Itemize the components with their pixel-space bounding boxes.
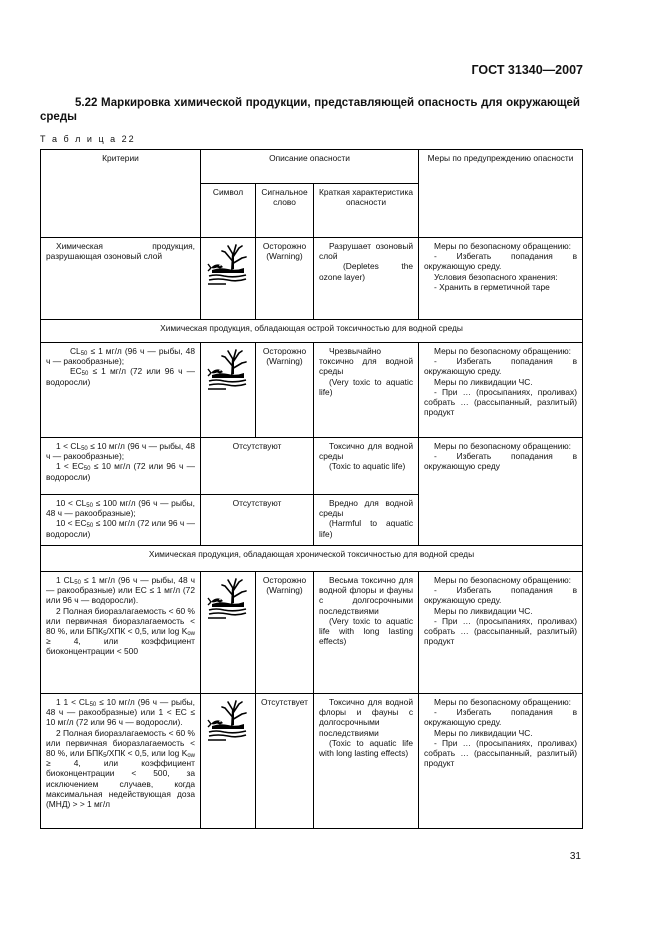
criteria-line: $1 < EC_{50} \le 10$ мг/л (72 или 96 ч — водоросли) xyxy=(46,461,195,482)
measure-line: Меры по ликвидации ЧС. xyxy=(434,605,533,616)
criteria-line: $1 < CL_{50} \le 10$ мг/л (96 ч — рыбы, 48 ч — ракообразные); xyxy=(46,441,195,462)
brief-en: (Toxic to aquatic life) xyxy=(329,461,406,472)
criteria-line: $10 < EC_{50} \le 100$ мг/л (72 или 96 ч — водоросли) xyxy=(46,518,195,539)
measure-line: - При … (просыпаниях, проливах) собрать … (рассыпанный, разлитый) продукт xyxy=(424,386,578,418)
signal-word-cell: Осторожно (Warning) xyxy=(256,343,314,438)
brief-en: (Harmful to aquatic life) xyxy=(319,518,414,539)
environment-hazard-icon xyxy=(206,243,250,287)
measure-line: Меры по ликвидации ЧС. xyxy=(434,376,533,387)
measure-line: Меры по ликвидации ЧС. xyxy=(434,727,533,738)
header-criteria: Критерии xyxy=(41,150,201,238)
measure-line: - Избегать попадания в окружающую среду. xyxy=(424,356,578,377)
measure-line: Меры по безопасному обращению: xyxy=(434,241,572,251)
measure-line: Меры по безопасному обращению: xyxy=(434,575,572,585)
brief-cell xyxy=(314,495,419,546)
criteria-line: $10 < CL_{50} \le 100$ мг/л (96 ч — рыбы, 48 ч — ракообразные); xyxy=(46,498,195,519)
measure-line: - Избегать попадания в окружающую среду. xyxy=(424,707,578,728)
environment-hazard-icon xyxy=(206,577,250,621)
header-measures: Меры по предупреждению опасности xyxy=(419,150,583,238)
brief-cell xyxy=(314,694,419,829)
criteria-line: 2 Полная биоразлагаемость < 60 % или первичная биоразлагаемость < 80 %, или $БПК_5$/ХПК < 0,5, или $\log K_{ow} \ge 4$, или коэффициент биоконцентрации < 500, за исключением случаев, когда максимальная недействующая доза (МНД) > > 1 мг/л xyxy=(46,727,196,810)
criteria-line: 1 $1 < CL_{50} \le 10$ мг/л (96 ч — рыбы, 48 ч — ракообразные) или 1 < EC ≤ 10 мг/л (72 или 96 ч — водоросли). xyxy=(46,697,196,728)
section-title: 5.22 Маркировка химической продукции, представляющей опасность для окружающей среды xyxy=(40,97,580,123)
measure-line: - Избегать попадания в окружающую среду xyxy=(424,451,578,472)
header-brief: Краткая характеристика опасности xyxy=(314,184,419,238)
table-row xyxy=(41,438,583,495)
criteria-cell xyxy=(41,495,201,546)
absent-cell: Отсутствуют xyxy=(201,438,314,495)
signal-word-cell: Осторожно (Warning) xyxy=(256,572,314,694)
measure-line: - При … (просыпаниях, проливах) собрать … (рассыпанный, разлитый) продукт xyxy=(424,737,578,769)
criteria-cell xyxy=(41,438,201,495)
measures-cell xyxy=(419,238,583,320)
criteria-cell: Химическая продукция, разрушающая озоновый слой xyxy=(41,238,201,320)
measures-cell xyxy=(419,694,583,829)
table-row xyxy=(41,343,583,438)
symbol-cell xyxy=(201,343,256,438)
symbol-cell xyxy=(201,572,256,694)
criteria-cell xyxy=(41,572,201,694)
criteria-cell xyxy=(41,694,201,829)
brief-cell xyxy=(314,238,419,320)
section-row xyxy=(41,320,583,343)
measure-line: - Хранить в герметичной таре xyxy=(434,281,550,292)
criteria-line: $EC_{50} \le 1$ мг/л (72 или 96 ч — водоросли) xyxy=(46,366,195,387)
brief-ru: Чрезвычайно токсично для водной среды xyxy=(319,346,414,377)
header-row-1 xyxy=(41,150,583,184)
measures-cell xyxy=(419,438,583,546)
hazard-table xyxy=(40,149,583,829)
symbol-cell xyxy=(201,238,256,320)
page-number: 31 xyxy=(569,851,581,862)
measures-cell xyxy=(419,572,583,694)
table-row xyxy=(41,694,583,829)
brief-ru: Токсично для водной среды xyxy=(319,441,414,462)
brief-cell xyxy=(314,343,419,438)
header-signal-word: Сигнальное слово xyxy=(256,184,314,238)
measure-line: Меры по безопасному обращению: xyxy=(434,697,572,707)
measure-line: - Избегать попадания в окружающую среду. xyxy=(424,251,578,272)
brief-cell xyxy=(314,438,419,495)
measure-line: - При … (просыпаниях, проливах) собрать … (рассыпанный, разлитый) продукт xyxy=(424,615,578,647)
table-row xyxy=(41,238,583,320)
measure-line: Меры по безопасному обращению: xyxy=(434,346,572,356)
brief-en: (Toxic to aquatic life with long lasting effects) xyxy=(319,737,414,759)
document-id: ГОСТ 31340—2007 xyxy=(471,63,583,77)
measure-line: Меры по безопасному обращению: xyxy=(434,441,572,451)
header-symbol: Символ xyxy=(201,184,256,238)
brief-ru: Токсично для водной флоры и фауны с долгосрочными последствиями xyxy=(319,697,414,738)
criteria-line: 2 Полная биоразлагаемость < 60 % или первичная биоразлагаемость < 80 %, или $БПК_5$/ХПК < 0,5, или $\log K_{ow} \ge 4$, или коэффициент биоконцентрации < 500 xyxy=(46,605,196,657)
table-label: Т а б л и ц а 22 xyxy=(40,134,136,144)
measure-line: Условия безопасного хранения: xyxy=(434,271,558,282)
brief-en: (Depletes the ozone layer) xyxy=(319,261,414,282)
environment-hazard-icon xyxy=(206,699,250,743)
symbol-cell xyxy=(201,694,256,829)
brief-ru: Разрушает озоновый слой xyxy=(319,241,414,262)
environment-hazard-icon xyxy=(206,348,250,392)
absent-cell: Отсутствуют xyxy=(201,495,314,546)
brief-en: (Very toxic to aquatic life with long lasting effects) xyxy=(319,615,414,647)
brief-ru: Весьма токсично для водной флоры и фауны с долгосрочными последствиями xyxy=(319,575,414,616)
section-row xyxy=(41,546,583,572)
table-row xyxy=(41,572,583,694)
section-acute: Химическая продукция, обладающая острой токсичностью для водной среды xyxy=(41,320,583,343)
criteria-cell xyxy=(41,343,201,438)
criteria-line: $CL_{50} \le 1$ мг/л (96 ч — рыбы, 48 ч — ракообразные); xyxy=(46,346,195,367)
criteria-line: 1 $CL_{50} \le 1$ мг/л (96 ч — рыбы, 48 ч — ракообразные) или EC ≤ 1 мг/л (72 или 96 ч — водоросли). xyxy=(46,575,195,606)
header-hazard-description: Описание опасности xyxy=(201,150,419,184)
signal-word-cell: Осторожно (Warning) xyxy=(256,238,314,320)
measures-cell xyxy=(419,343,583,438)
brief-ru: Вредно для водной среды xyxy=(319,498,414,519)
brief-en: (Very toxic to aquatic life) xyxy=(319,376,414,397)
signal-word-cell: Отсутствует xyxy=(256,694,314,829)
measure-line: - Избегать попадания в окружающую среду. xyxy=(424,585,578,606)
brief-cell xyxy=(314,572,419,694)
section-chronic: Химическая продукция, обладающая хронической токсичностью для водной среды xyxy=(41,546,583,572)
